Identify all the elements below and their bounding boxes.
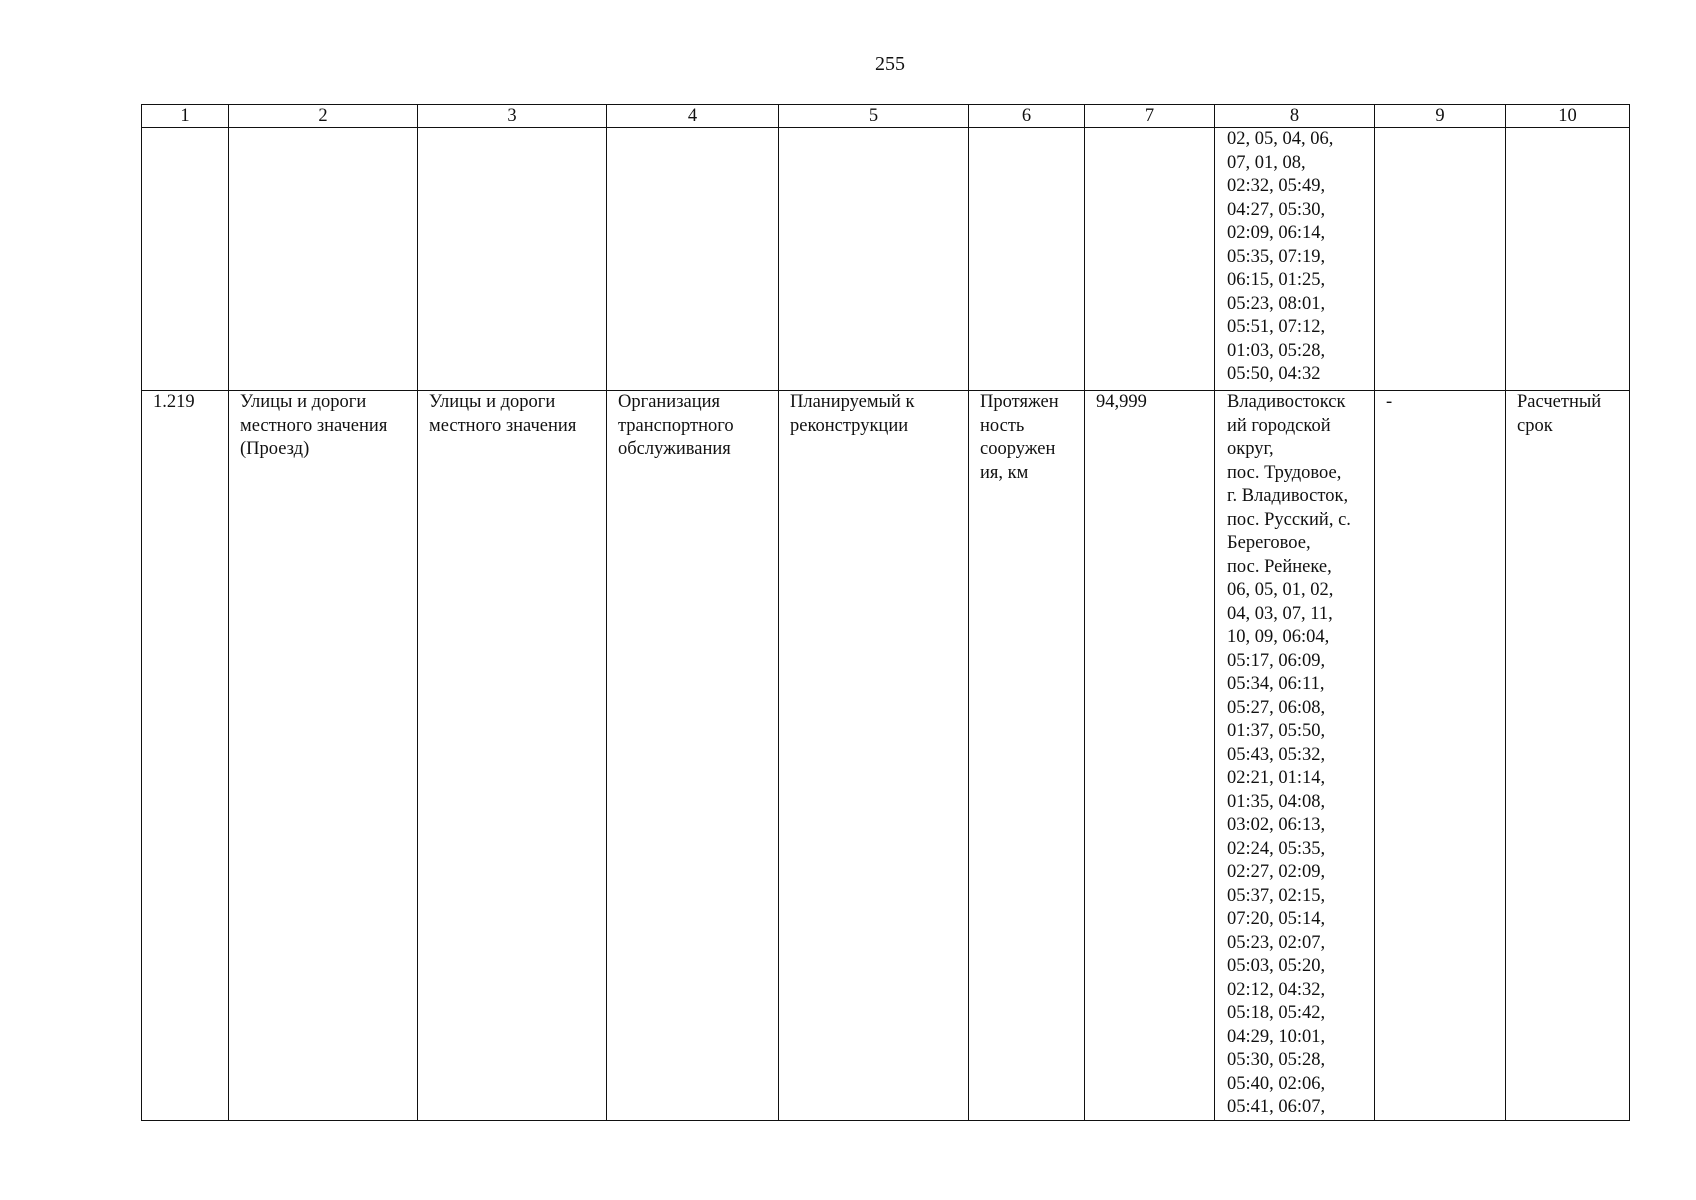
location-line: 01:03, 05:28, [1227, 340, 1326, 361]
location-line: 05:43, 05:32, [1227, 744, 1326, 765]
location-line: 06, 05, 01, 02, [1227, 580, 1334, 600]
location-line: 05:30, 05:28, [1227, 1050, 1326, 1070]
location-line: 04, 03, 07, 11, [1227, 603, 1333, 624]
location-line: 05:18, 05:42, [1227, 1003, 1326, 1023]
characteristic-line: сооружен [980, 439, 1056, 459]
location-line: 02:32, 05:49, [1227, 176, 1326, 196]
cont-cell-2 [229, 128, 418, 391]
header-col-7: 7 [1085, 105, 1215, 128]
location-line: г. Владивосток, [1227, 486, 1349, 506]
header-col-3: 3 [418, 105, 607, 128]
location-line: 05:50, 04:32 [1227, 364, 1321, 384]
location-line: 02:24, 05:35, [1227, 838, 1326, 859]
location-line: 04:29, 10:01, [1227, 1026, 1326, 1047]
location-line: 03:02, 06:13, [1227, 815, 1326, 835]
location-line: 05:37, 02:15, [1227, 885, 1326, 906]
characteristic-name [969, 391, 1085, 1121]
table-row [142, 391, 1630, 1121]
location-line: 05:34, 06:11, [1227, 674, 1325, 694]
location-line: 05:23, 02:07, [1227, 932, 1326, 953]
location-line: 05:27, 06:08, [1227, 697, 1326, 718]
header-col-2: 2 [229, 105, 418, 128]
characteristic-line: Протяжен [980, 392, 1059, 412]
object-purpose: Организация транспортного обслуживания [607, 391, 779, 1121]
header-row [142, 105, 1630, 128]
location-line: 01:35, 04:08, [1227, 791, 1326, 812]
header-col-6: 6 [969, 105, 1085, 128]
location-line: 05:40, 02:06, [1227, 1073, 1326, 1094]
location-line: 04:27, 05:30, [1227, 199, 1326, 220]
header-col-4: 4 [607, 105, 779, 128]
location-line: 05:35, 07:19, [1227, 246, 1326, 267]
cont-cell-6 [969, 128, 1085, 391]
location-line: 10, 09, 06:04, [1227, 627, 1330, 647]
cont-cell-4 [607, 128, 779, 391]
header-col-5: 5 [779, 105, 969, 128]
location-line: 06:15, 01:25, [1227, 270, 1326, 290]
location-line: 07:20, 05:14, [1227, 909, 1326, 929]
location-line: пос. Русский, с. [1227, 509, 1351, 530]
cont-cell-3 [418, 128, 607, 391]
header-col-8: 8 [1215, 105, 1375, 128]
location-line: 05:23, 08:01, [1227, 293, 1326, 314]
cont-cell-10 [1506, 128, 1630, 391]
location-line: 02:21, 01:14, [1227, 768, 1326, 788]
location-line: пос. Трудовое, [1227, 462, 1342, 483]
location-line: 02:12, 04:32, [1227, 979, 1326, 1000]
cont-cell-7 [1085, 128, 1215, 391]
characteristic-line: ия, км [980, 462, 1029, 483]
header-col-1: 1 [142, 105, 229, 128]
location-line: Владивостокск [1227, 392, 1346, 412]
locations-list [1227, 391, 1368, 1120]
location-line: 05:17, 06:09, [1227, 650, 1326, 671]
object-type: Улицы и дороги местного значения (Проезд) [229, 391, 418, 1121]
implementation-term: Расчетный срок [1506, 391, 1630, 1121]
location-line: округ, [1227, 439, 1274, 459]
object-status: Планируемый к реконструкции [779, 391, 969, 1121]
location-line: 05:51, 07:12, [1227, 317, 1326, 337]
header-col-9: 9 [1375, 105, 1506, 128]
location-line: 02:27, 02:09, [1227, 862, 1326, 882]
location-line: пос. Рейнеке, [1227, 556, 1332, 577]
cont-cell-9 [1375, 128, 1506, 391]
location-line: 05:41, 06:07, [1227, 1097, 1326, 1117]
location-line: ий городской [1227, 415, 1331, 436]
page-number: 255 [875, 53, 905, 75]
cont-cell-8 [1215, 128, 1375, 391]
location-line: Береговое, [1227, 533, 1311, 553]
cont-locations-list [1227, 128, 1368, 387]
cont-cell-1 [142, 128, 229, 391]
cont-cell-5 [779, 128, 969, 391]
location-line: 02, 05, 04, 06, [1227, 129, 1334, 149]
object-category: Улицы и дороги местного значения [418, 391, 607, 1121]
location-line: 07, 01, 08, [1227, 152, 1306, 173]
characteristic-value: 94,999 [1085, 391, 1215, 1121]
location-line: 05:03, 05:20, [1227, 956, 1326, 976]
header-col-10: 10 [1506, 105, 1630, 128]
location-line: 02:09, 06:14, [1227, 223, 1326, 243]
zone-value: - [1375, 391, 1506, 1121]
continuation-row [142, 128, 1630, 391]
planning-table [141, 104, 1630, 1121]
location-cell [1215, 391, 1375, 1121]
row-number: 1.219 [142, 391, 229, 1121]
characteristic-line: ность [980, 415, 1025, 436]
location-line: 01:37, 05:50, [1227, 721, 1326, 741]
